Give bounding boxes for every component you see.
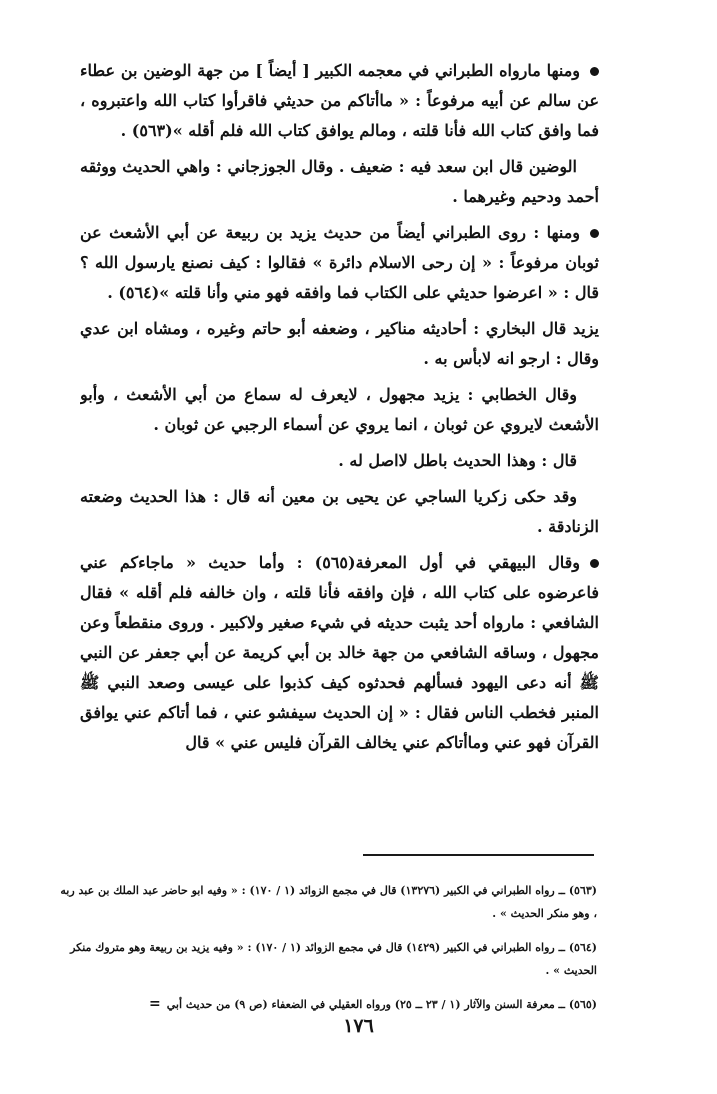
- bullet-icon: [590, 229, 599, 238]
- footnote-divider: [363, 854, 594, 856]
- paragraph-3: [80, 218, 599, 308]
- footnote-text: (٥٦٤) ــ رواه الطبراني في الكبير (١٤٢٩) قال في مجمع الزوائد (١ / ١٧٠) : « وفيه يزيد بن ربيعة وهو متروك منكر الحديث » .: [70, 941, 597, 977]
- paragraph-text: وقال البيهقي في أول المعرفة(٥٦٥) : وأما حديث « ماجاءكم عني فاعرضوه على كتاب الله ، فإن وافقه فأنا قلته ، وان خالفه فلم أقله » فقال الشافعي : مارواه أحد يثبت حديثه في شيء صغير ولاكبير . وروى منقطعاً وعن مجهول ، وساقه الشافعي من جهة خالد بن أبي كريمة عن أبي جعفر عن النبي ﷺ أنه دعى اليهود فسألهم فحدثوه كيف كذبوا على عيسى وصعد النبي ﷺ المنبر فخطب الناس فقال : « إن الحديث سيفشو عني ، فما أتاكم عني يوافق القرآن فهو عني وماأتاكم عني يخالف القرآن فليس عني » قال: [80, 553, 599, 752]
- paragraph-1: [80, 56, 599, 146]
- paragraph-text: وقد حكى زكريا الساجي عن يحيى بن معين أنه قال : هذا الحديث وضعته الزنادقة .: [80, 487, 599, 536]
- footnote-text: (٥٦٥) ــ معرفة السنن والآثار (١ / ٢٣ ــ ٢٥) ورواه العقيلي في الضعفاء (ص ٩) من حديث أبي: [166, 998, 597, 1011]
- bullet-icon: [590, 67, 599, 76]
- paragraph-text: ومنها مارواه الطبراني في معجمه الكبير [ أيضاً ] من جهة الوضين بن عطاء عن سالم عن أبيه مرفوعاً : « ماأتاكم من حديثي فاقرأوا كتاب الله واعتبروه ، فما وافق كتاب الله فأنا قلته ، ومالم يوافق كتاب الله فلم أقله »(٥٦٣) .: [80, 61, 599, 140]
- paragraph-text: قال : وهذا الحديث باطل لااصل له .: [338, 451, 577, 470]
- paragraph-6: [80, 446, 599, 476]
- paragraph-7: [80, 482, 599, 542]
- paragraph-8: [80, 548, 599, 758]
- bullet-icon: [590, 559, 599, 568]
- footnotes: [58, 868, 597, 1020]
- footnote-565: [58, 993, 597, 1016]
- footnote-text: (٥٦٣) ــ رواه الطبراني في الكبير (١٣٢٧٦) قال في مجمع الزوائد (١ / ١٧٠) : « وفيه ابو حاضر عبد الملك بن عبد ربه ، وهو منكر الحديث » .: [60, 884, 597, 920]
- page-number: ١٧٦: [343, 1015, 374, 1037]
- paragraph-text: الوضين قال ابن سعد فيه : ضعيف . وقال الجوزجاني : واهي الحديث ووثقه أحمد ودحيم وغيرهما .: [80, 157, 599, 206]
- paragraph-text: ومنها : روى الطبراني أيضاً من حديث يزيد بن ربيعة عن أبي الأشعث عن ثوبان مرفوعاً : « إن رحى الاسلام دائرة » فقالوا : كيف نصنع يارسول الله ؟ قال : « اعرضوا حديثي على الكتاب فما وافقه فهو مني وأنا قلته »(٥٦٤) .: [80, 223, 599, 302]
- paragraph-text: يزيد قال البخاري : أحاديثه مناكير ، وضعفه أبو حاتم وغيره ، ومشاه ابن عدي وقال : ارجو انه لابأس به .: [80, 319, 599, 368]
- paragraph-text: وقال الخطابي : يزيد مجهول ، لايعرف له سماع من أبي الأشعث ، وأبو الأشعث لايروي عن ثوبان ، انما يروي عن أسماء الرجبي عن ثوبان .: [80, 385, 599, 434]
- footnote-563: [58, 879, 597, 925]
- continuation-mark: =: [148, 996, 161, 1012]
- paragraph-4: [80, 314, 599, 374]
- footnote-564: [58, 936, 597, 982]
- main-text: [80, 56, 599, 826]
- paragraph-2: [80, 152, 599, 212]
- paragraph-5: [80, 380, 599, 440]
